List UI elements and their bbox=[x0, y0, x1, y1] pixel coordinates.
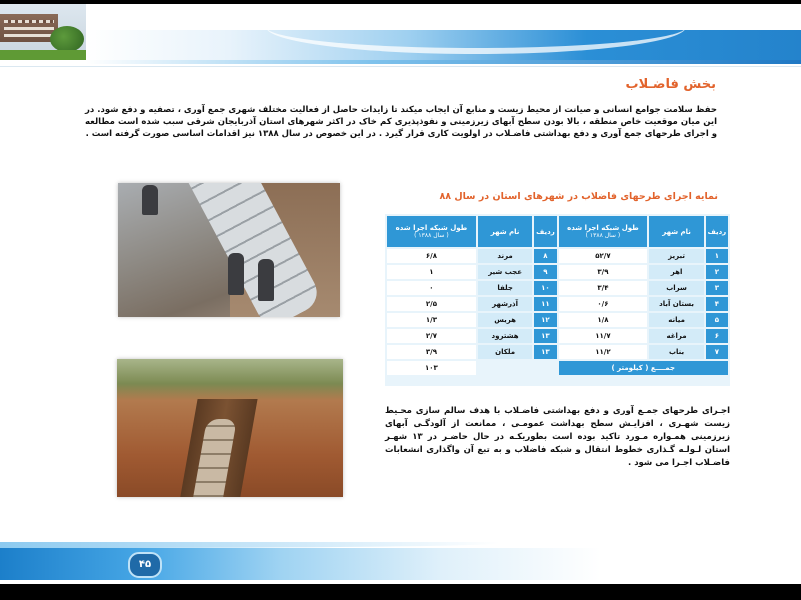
row-number: ۲ bbox=[706, 265, 728, 279]
city-name: سراب bbox=[649, 281, 703, 295]
header-length bbox=[559, 216, 648, 247]
row-number: ۱۲ bbox=[534, 313, 556, 327]
photo-worker bbox=[228, 253, 244, 295]
city-name: هشترود bbox=[478, 329, 532, 343]
table-total-row bbox=[387, 361, 728, 375]
table-header-row bbox=[387, 216, 728, 247]
sewage-projects-table bbox=[385, 214, 730, 377]
city-name: بناب bbox=[649, 345, 703, 359]
table-row bbox=[387, 281, 728, 295]
network-length: ۰ bbox=[387, 281, 476, 295]
footer-gradient-band bbox=[0, 548, 801, 580]
table-title: نمایه اجرای طرحهای فاضلاب در شهرهای استان در سال ۸۸ bbox=[439, 191, 718, 202]
network-length: ۳/۹ bbox=[559, 265, 648, 279]
header-length bbox=[387, 216, 476, 247]
table-row bbox=[387, 329, 728, 343]
city-name: میانه bbox=[649, 313, 703, 327]
city-name: جلفا bbox=[478, 281, 532, 295]
table-row bbox=[387, 297, 728, 311]
row-number: ۱۰ bbox=[534, 281, 556, 295]
trench-photo bbox=[117, 359, 343, 497]
total-value: ۱۰۳ bbox=[387, 361, 476, 375]
table-row bbox=[387, 313, 728, 327]
row-number: ۱۳ bbox=[534, 345, 556, 359]
network-length: ۳/۹ bbox=[387, 345, 476, 359]
city-name: هریس bbox=[478, 313, 532, 327]
network-length: ۱ bbox=[387, 265, 476, 279]
header-length-unit: ( سال ۱۳۸۸ ) bbox=[414, 232, 449, 239]
network-length: ۵۲/۷ bbox=[559, 249, 648, 263]
header-city: نام شهر bbox=[649, 216, 703, 247]
network-length: ۶/۸ bbox=[387, 249, 476, 263]
city-name: عجب شیر bbox=[478, 265, 532, 279]
row-number: ۹ bbox=[534, 265, 556, 279]
pipe-laying-photo bbox=[118, 183, 340, 317]
intro-paragraph: حفظ سلامت جوامع انسانی و صیانت از محیط زیست و منابع آن ایجاب میکند تا زایدات حاصل از فعالیت مختلف شهری جمع آوری ، تصفیه و دفع شود. در این میان موقعیت خاص منطقه ، بالا بودن سطح آبهای زیرزمینی و نفوذپذیری کم خاک در اکثر شهرهای استان آذربایجان شرقی سبب شده است مطالعه و اجرای طرحهای جمع آوری و دفع بهداشتی فاضـلاب در اولویت کاری قرار گیرد . در این خصوص در سال ۱۳۸۸ نیز اقدامات اساسی صورت گرفته است . bbox=[85, 105, 717, 139]
row-number: ۸ bbox=[534, 249, 556, 263]
city-name: اهر bbox=[649, 265, 703, 279]
tree-shape bbox=[50, 26, 84, 52]
table-row bbox=[387, 265, 728, 279]
total-spacer bbox=[478, 361, 557, 375]
network-length: ۱/۸ bbox=[559, 313, 648, 327]
row-number: ۵ bbox=[706, 313, 728, 327]
row-number: ۱۳ bbox=[534, 329, 556, 343]
header-divider bbox=[0, 66, 801, 67]
row-number: ۱ bbox=[706, 249, 728, 263]
implementation-paragraph: اجـرای طرحهای جمـع آوری و دفع بهداشتی فاضـلاب با هدف سالم سازی محـیط زیست شهـری ، افزایـش سطح بهداشت عمومـی ، ممانعت از آلودگـی آبهای زیرزمینی همـواره مـورد تاکید بوده است بطوریکـه در حال حاضـر در ۱۳ شهـر استان لـولـه گـذاری خطوط انتقال و شبکه فاضلاب و به تبع آن واگذاری انشعابات فاضـلاب اجـرا می شود . bbox=[385, 406, 731, 468]
city-name: مرند bbox=[478, 249, 532, 263]
network-length: ۲/۷ bbox=[387, 329, 476, 343]
row-number: ۱۱ bbox=[534, 297, 556, 311]
city-name: تبریز bbox=[649, 249, 703, 263]
header-row-number: ردیف bbox=[706, 216, 728, 247]
network-length: ۱۱/۷ bbox=[559, 329, 648, 343]
row-number: ۳ bbox=[706, 281, 728, 295]
header-city: نام شهر bbox=[478, 216, 532, 247]
network-length: ۱/۳ bbox=[387, 313, 476, 327]
network-length: ۲/۵ bbox=[387, 297, 476, 311]
table-row bbox=[387, 249, 728, 263]
city-name: آذرشهر bbox=[478, 297, 532, 311]
section-title: بخش فاضـلاب bbox=[625, 77, 716, 92]
header-length-label: طول شبکه اجرا شده bbox=[567, 224, 639, 232]
table-container bbox=[385, 214, 730, 386]
header-gradient-band bbox=[86, 30, 801, 60]
table-row bbox=[387, 345, 728, 359]
header-building-image bbox=[0, 4, 86, 60]
city-name: ملکان bbox=[478, 345, 532, 359]
city-name: مراغه bbox=[649, 329, 703, 343]
header-row-number: ردیف bbox=[534, 216, 556, 247]
row-number: ۶ bbox=[706, 329, 728, 343]
photo-worker bbox=[258, 259, 274, 301]
network-length: ۰/۶ bbox=[559, 297, 648, 311]
row-number: ۷ bbox=[706, 345, 728, 359]
total-label: جمــــع ( کیلومتر ) bbox=[559, 361, 728, 375]
network-length: ۳/۴ bbox=[559, 281, 648, 295]
city-name: بستان آباد bbox=[649, 297, 703, 311]
grass-shape bbox=[0, 50, 86, 60]
bottom-black-bar bbox=[0, 584, 801, 600]
header-length-unit: ( سال ۱۳۸۸ ) bbox=[585, 232, 621, 239]
row-number: ۴ bbox=[706, 297, 728, 311]
network-length: ۱۱/۲ bbox=[559, 345, 648, 359]
page-number-badge: ۴۵ bbox=[128, 552, 162, 578]
photo-worker bbox=[142, 185, 158, 215]
header-swoosh bbox=[266, 0, 686, 54]
header-length-label: طول شبکه اجرا شده bbox=[395, 224, 468, 232]
